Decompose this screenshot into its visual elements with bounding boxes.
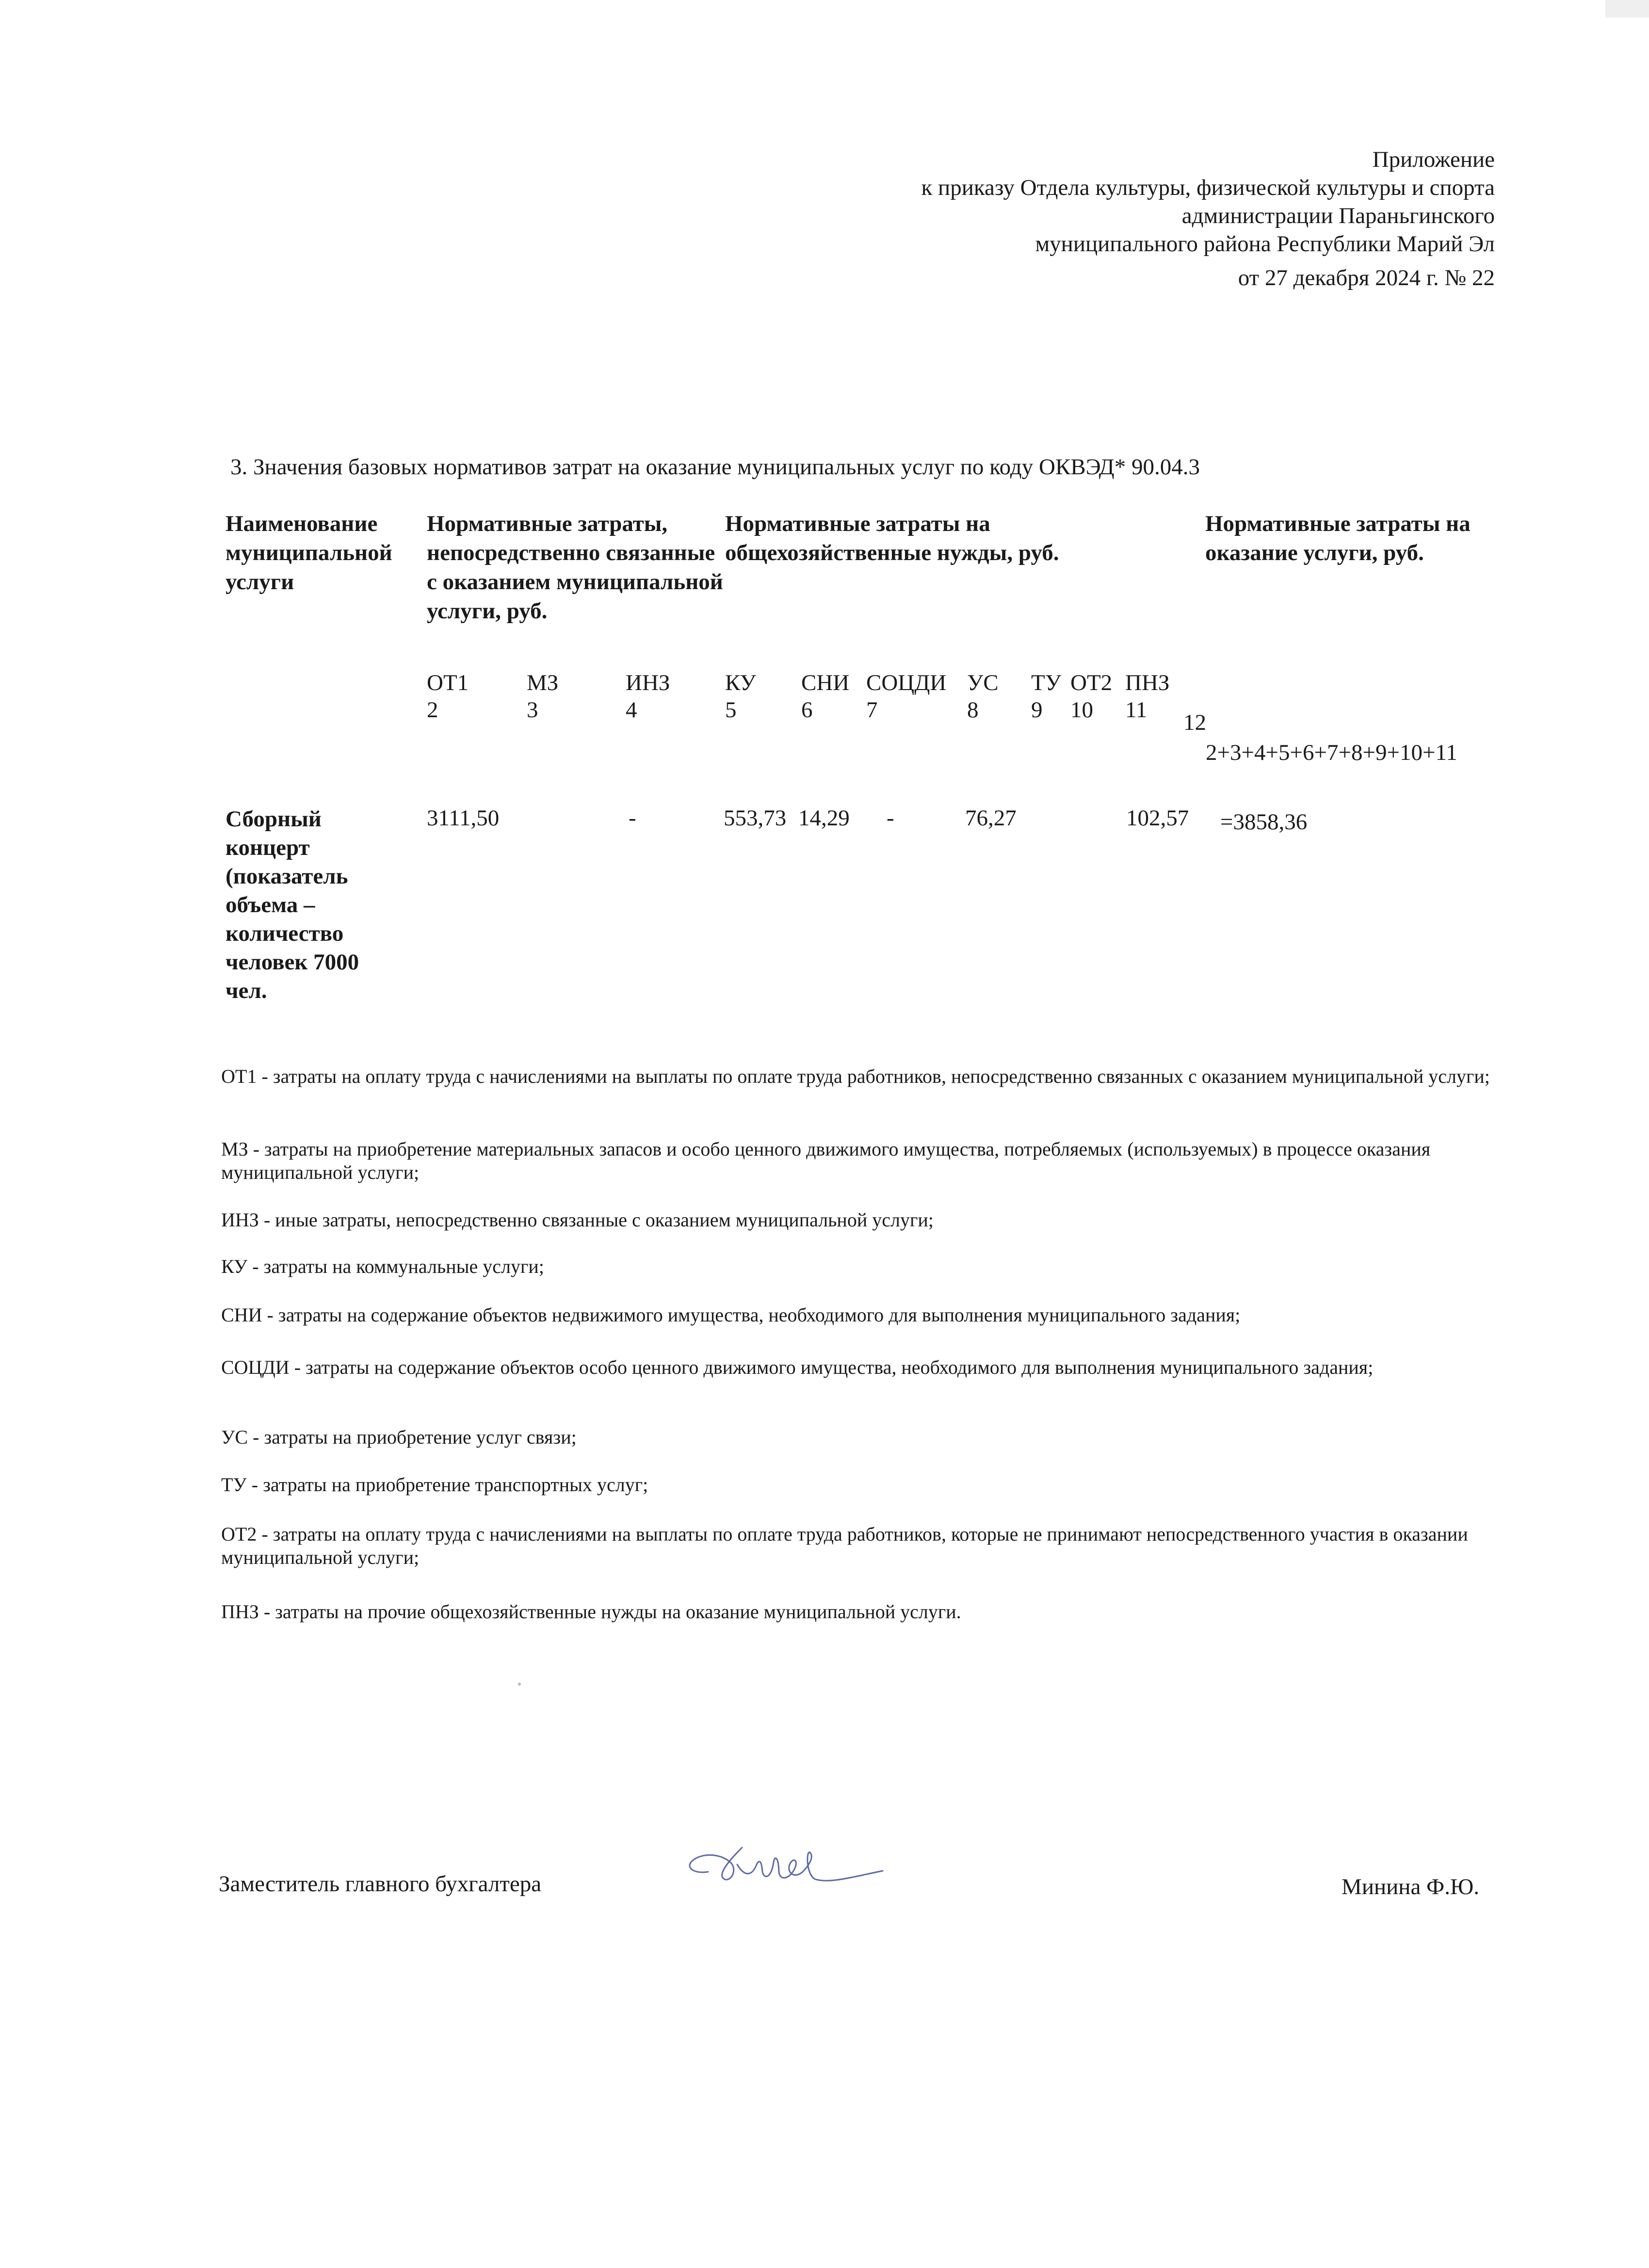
value-total: =3858,36 [1220, 809, 1308, 835]
value-sni: 14,29 [798, 805, 850, 831]
annex-order-line: к приказу Отдела культуры, физической культуры и спорта [921, 175, 1495, 200]
header-total-costs: Нормативные затраты на оказание услуги, руб. [1205, 511, 1471, 565]
col-num-sni: 6 [801, 697, 813, 723]
annex-date-line: от 27 декабря 2024 г. № 22 [1238, 265, 1495, 290]
legend-ku: КУ - затраты на коммунальные услуги; [221, 1255, 544, 1277]
legend-inz: ИНЗ - иные затраты, непосредственно связанные с оказанием муниципальной услуги; [221, 1209, 934, 1231]
handwritten-signature [679, 1838, 888, 1901]
value-inz: - [629, 805, 636, 831]
scan-edge-artifact [1605, 0, 1649, 17]
col-code-pnz: ПНЗ [1125, 670, 1170, 695]
annex-district-line: муниципального района Республики Марий Эл [1035, 231, 1495, 257]
annex-administration-line: администрации Параньгинского [1181, 203, 1495, 228]
value-socdi: - [887, 805, 894, 831]
col-code-mz: МЗ [527, 670, 559, 695]
legend-socdi: СОЦДИ - затраты на содержание объектов особо ценного движимого имущества, необходимого для выполнения муниципального задания; [221, 1356, 1374, 1378]
col-code-socdi: СОЦДИ [866, 670, 947, 695]
legend-mz: МЗ - затраты на приобретение материальных запасов и особо ценного движимого имущества, потребляемых (используемых) в процессе оказания муниципальной услуги; [221, 1138, 1431, 1183]
col-num-socdi: 7 [866, 697, 878, 723]
col-code-ot2: ОТ2 [1070, 670, 1113, 695]
total-formula: 2+3+4+5+6+7+8+9+10+11 [1206, 740, 1457, 765]
section-title: 3. Значения базовых нормативов затрат на оказание муниципальных услуг по коду ОКВЭД* 90.04.3 [230, 454, 1200, 480]
col-num-inz: 4 [626, 697, 637, 723]
legend-us: УС - затраты на приобретение услуг связи; [221, 1426, 577, 1448]
signer-title: Заместитель главного бухгалтера [219, 1871, 542, 1897]
col-code-tu: ТУ [1031, 670, 1061, 695]
col-num-ot2: 10 [1070, 697, 1093, 723]
signer-name: Минина Ф.Ю. [1342, 1874, 1479, 1899]
col-num-total: 12 [1183, 710, 1206, 735]
header-direct-costs: Нормативные затраты, непосредственно связанные с оказанием муниципальной услуги, руб. [427, 511, 723, 624]
value-pnz: 102,57 [1126, 805, 1189, 831]
col-code-sni: СНИ [801, 670, 850, 695]
col-code-us: УС [967, 670, 999, 695]
scan-speck [518, 1683, 521, 1686]
col-code-inz: ИНЗ [626, 670, 670, 695]
legend-ot2: ОТ2 - затраты на оплату труда с начислениями на выплаты по оплате труда работников, которые не принимают непосредственного участия в оказании муниципальной услуги; [221, 1523, 1468, 1568]
header-general-costs: Нормативные затраты на общехозяйственные нужды, руб. [725, 511, 1059, 565]
col-num-ku: 5 [725, 697, 737, 723]
col-num-mz: 3 [527, 697, 538, 723]
col-num-pnz: 11 [1125, 697, 1148, 723]
col-num-tu: 9 [1031, 697, 1043, 723]
annex-label: Приложение [1372, 147, 1495, 172]
col-num-ot1: 2 [427, 697, 438, 723]
legend-ot1: ОТ1 - затраты на оплату труда с начислениями на выплаты по оплате труда работников, непосредственно связанных с оказанием муниципальной услуги; [221, 1065, 1490, 1087]
value-ot1: 3111,50 [427, 805, 500, 831]
value-ku: 553,73 [724, 805, 787, 831]
value-us: 76,27 [965, 805, 1017, 831]
col-code-ot1: ОТ1 [427, 670, 469, 695]
row-service-name: Сборный концерт (показатель объема – количество человек 7000 чел. [226, 806, 359, 1003]
header-service-name: Наименование муниципальной услуги [226, 511, 392, 595]
legend-tu: ТУ - затраты на приобретение транспортных услуг; [221, 1474, 648, 1496]
legend-pnz: ПНЗ - затраты на прочие общехозяйственные нужды на оказание муниципальной услуги. [221, 1601, 961, 1623]
col-code-ku: КУ [725, 670, 756, 695]
col-num-us: 8 [967, 697, 979, 723]
legend-sni: СНИ - затраты на содержание объектов недвижимого имущества, необходимого для выполнения муниципального задания; [221, 1304, 1241, 1326]
